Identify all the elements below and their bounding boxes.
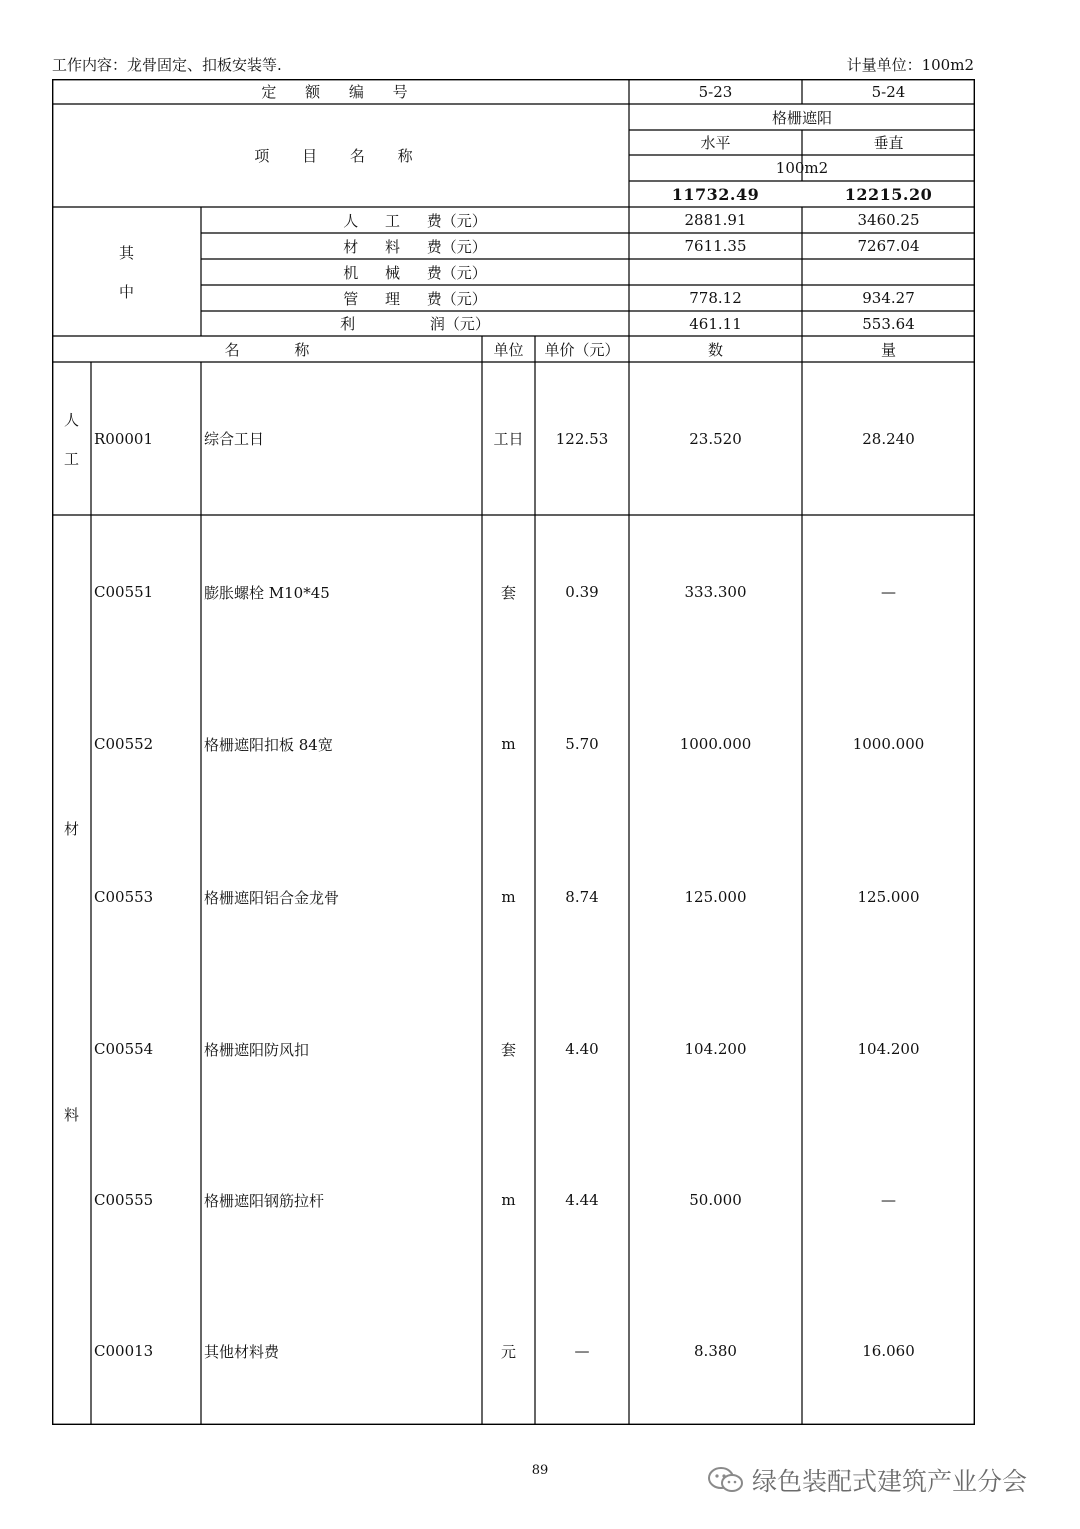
watermark (706, 1462, 1027, 1498)
material-price: — (574, 1342, 590, 1360)
unit-of-measure: 计量单位：100m2 (846, 56, 974, 74)
material-code: C00555 (94, 1191, 154, 1209)
fee-profit-a: 461.11 (689, 314, 742, 333)
material-name: 膨胀螺栓 M10*45 (204, 583, 330, 602)
fee-management-a: 778.12 (689, 289, 742, 307)
labor-group-char-2: 工 (63, 449, 79, 468)
wechat-icon (706, 1465, 746, 1495)
material-code: C00554 (94, 1040, 154, 1058)
group-name: 格栅遮阳 (771, 108, 832, 127)
material-price: 4.44 (565, 1191, 599, 1209)
material-group-char-2: 料 (63, 1105, 79, 1124)
labor-row-code: R00001 (94, 429, 154, 448)
material-qty-a: 104.200 (684, 1040, 747, 1058)
fee-profit-b: 553.64 (862, 314, 915, 333)
item-unit: 100m2 (775, 159, 829, 177)
col-header-price: 单价（元） (544, 340, 620, 359)
among-label (52, 207, 201, 336)
col-header-name-text: 名 称 (224, 340, 310, 359)
labor-row-qty-a: 23.520 (689, 429, 742, 448)
material-unit: m (501, 735, 516, 753)
material-qty-b: 16.060 (862, 1342, 915, 1360)
material-price: 5.70 (565, 735, 599, 753)
material-qty-b: 125.000 (857, 888, 920, 906)
material-qty-a: 1000.000 (679, 735, 752, 753)
fee-machine-b (802, 259, 975, 285)
fee-machine-a (629, 259, 802, 285)
material-qty-b: 104.200 (857, 1040, 920, 1058)
total-price-b: 12215.20 (844, 184, 933, 204)
col-header-qty-1: 数 (707, 340, 723, 359)
fee-management-b: 934.27 (862, 289, 915, 307)
fee-label-labor-text: 人 工 费（元） (343, 211, 487, 230)
quota-table (52, 79, 975, 1425)
col-header-name (52, 336, 482, 362)
labor-row-qty-b: 28.240 (862, 429, 915, 448)
material-unit: 套 (500, 1040, 516, 1059)
material-qty-a: 8.380 (694, 1342, 737, 1360)
material-price: 4.40 (565, 1040, 599, 1058)
material-name: 其他材料费 (204, 1342, 280, 1361)
material-unit: 套 (500, 583, 516, 602)
labor-row-name: 综合工日 (204, 430, 265, 448)
fee-labor-b: 3460.25 (857, 211, 920, 229)
fee-material-b: 7267.04 (857, 237, 920, 255)
col-header-qty-2: 量 (880, 340, 896, 359)
fee-label-labor (201, 207, 629, 233)
material-qty-a: 50.000 (689, 1191, 742, 1209)
fee-label-profit (201, 311, 629, 336)
material-price: 0.39 (565, 583, 599, 601)
watermark-text: 绿色装配式建筑产业分会 (752, 1467, 1028, 1496)
material-name: 格栅遮阳铝合金龙骨 (204, 888, 340, 907)
material-code: C00551 (94, 583, 154, 601)
item-name-label (52, 104, 629, 207)
material-code: C00552 (94, 735, 154, 753)
labor-group-char-1: 人 (63, 410, 79, 429)
material-name: 格栅遮阳防风扣 (204, 1040, 310, 1059)
fee-label-management-text: 管 理 费（元） (343, 289, 487, 308)
material-group-char-1: 材 (63, 819, 79, 838)
material-name: 格栅遮阳扣板 84宽 (204, 735, 333, 754)
sub-item-b: 垂直 (873, 134, 904, 152)
among-char-2: 中 (118, 282, 134, 301)
material-unit: m (501, 1191, 516, 1209)
item-name-label-text: 项 目 名 称 (254, 147, 427, 165)
total-price-a: 11732.49 (671, 184, 760, 204)
work-content: 工作内容：龙骨固定、扣板安装等. (52, 56, 282, 74)
fee-label-management (201, 285, 629, 311)
material-code: C00013 (94, 1342, 154, 1360)
labor-group-label (52, 362, 91, 515)
quota-code-a: 5-23 (698, 82, 733, 101)
material-code: C00553 (94, 888, 154, 906)
fee-material-a: 7611.35 (684, 237, 747, 255)
fee-label-material (201, 233, 629, 259)
labor-row-unit: 工日 (493, 430, 524, 448)
sub-item-a: 水平 (700, 134, 731, 152)
material-qty-a: 125.000 (684, 888, 747, 906)
fee-labor-a: 2881.91 (684, 211, 747, 229)
material-unit: m (501, 888, 516, 906)
quota-no-label-text: 定 额 编 号 (261, 83, 420, 101)
quota-code-b: 5-24 (871, 82, 906, 101)
fee-label-machine-text: 机 械 费（元） (343, 263, 487, 282)
material-price: 8.74 (565, 888, 599, 906)
material-name: 格栅遮阳钢筋拉杆 (204, 1191, 325, 1210)
material-qty-a: 333.300 (684, 583, 747, 601)
material-qty-b: — (881, 583, 896, 601)
material-unit: 元 (500, 1342, 516, 1361)
material-qty-b: — (881, 1191, 896, 1209)
fee-label-material-text: 材 料 费（元） (343, 237, 487, 256)
fee-label-machine (201, 259, 629, 285)
among-char-1: 其 (118, 243, 134, 262)
col-header-unit: 单位 (493, 340, 524, 359)
page-number: 89 (531, 1463, 549, 1478)
quota-no-label (52, 79, 629, 104)
material-qty-b: 1000.000 (852, 735, 925, 753)
fee-label-profit-text: 利 润（元） (340, 315, 490, 333)
labor-row-price: 122.53 (555, 429, 609, 448)
